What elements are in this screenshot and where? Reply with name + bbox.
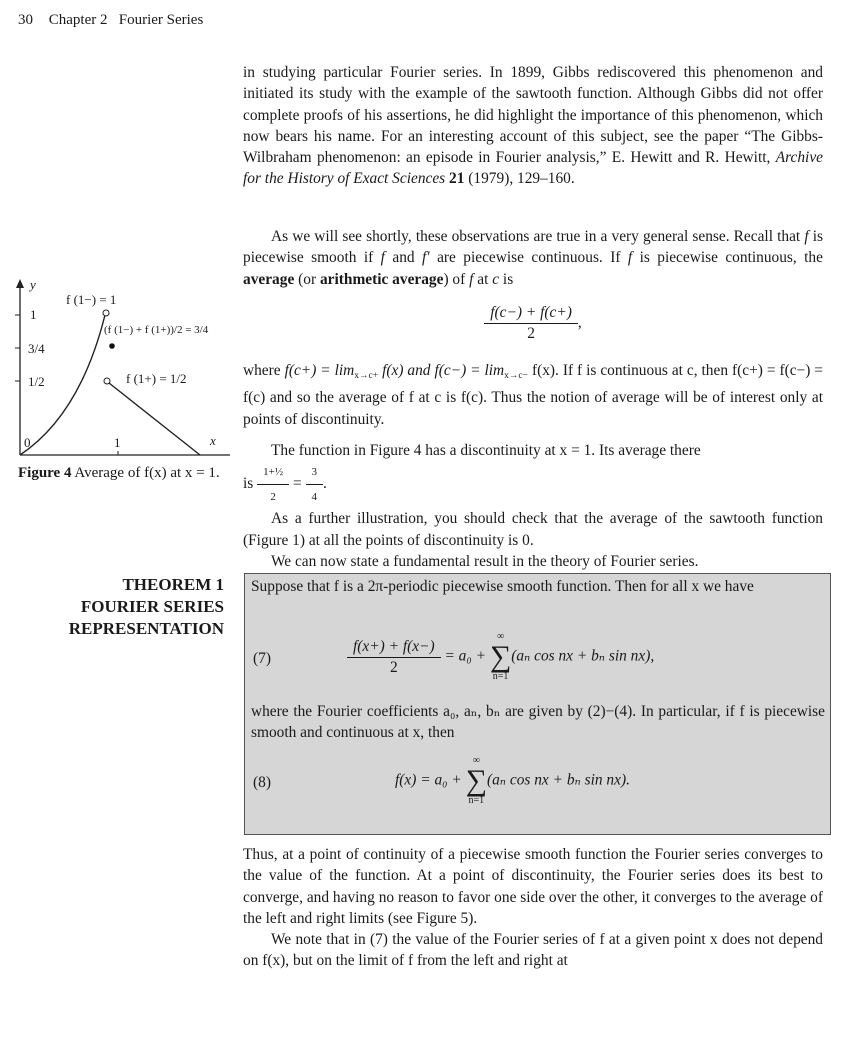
text-run: are piecewise continuous. If (437, 249, 621, 267)
paragraph-limits (243, 360, 823, 430)
text-run: at (477, 270, 489, 288)
eq7-rhs: (aₙ cos nx + bₙ sin nx), (511, 647, 655, 665)
y-axis-label: y (30, 277, 36, 292)
text-run: We note that in (7) the value of the Fourier series of f at a given point x does not depend on f(x), but on the limit of f from the left and right at (243, 931, 823, 970)
eq7-denominator: 2 (389, 658, 398, 676)
journal-volume: 21 (449, 170, 465, 188)
equation-8-number: (8) (253, 774, 271, 791)
x-tick-1: 1 (114, 435, 121, 450)
journal-tail: (1979), 129–160. (468, 170, 575, 188)
figure-4-plot (0, 275, 240, 465)
paragraph-text: in studying particular Fourier series. In 1899, Gibbs rediscovered this phenomenon and initiated its study with the example of the sawtooth function. Although Gibbs did not offer complete proofs of his assertions, he did highlight the importance of this phenomenon, which now bears his name. For an interesting account of this subject, see the paper “The Gibbs-Wilbraham phenomenon: an episode in Fourier analysis,” E. Hewitt and R. Hewitt, (243, 64, 823, 167)
y-tick-1-2: 1/2 (28, 374, 45, 389)
running-header (18, 12, 203, 29)
theorem-heading (18, 574, 224, 640)
average-dot (109, 343, 115, 349)
text-run: As we will see shortly, these observations are true in a very general sense. Recall that (271, 228, 801, 245)
math-run: f(x) and f(c−) = lim (382, 362, 505, 379)
text-run: is piecewise continuous, the (639, 249, 823, 267)
theorem-title-line2: REPRESENTATION (68, 619, 224, 638)
fraction-denominator: 4 (311, 491, 317, 504)
y-tick-1: 1 (30, 307, 37, 322)
caption-label: Figure 4 (18, 465, 72, 481)
formula-denominator: 2 (527, 325, 535, 342)
label-left-limit: f (1−) = 1 (66, 292, 117, 307)
sum-upper: ∞ (496, 631, 505, 642)
label-average: (f (1−) + f (1+))/2 = 3/4 (104, 324, 209, 336)
text-run: f(x). If f is continuous at c, then f(c+) = f(c−) = f(c) and so the average of f at c is f(c). Thus the notion of average will be of interest only at points of discontinuity. (243, 362, 823, 428)
label-right-limit: f (1+) = 1/2 (126, 371, 187, 386)
sum-lower: n=1 (468, 795, 485, 806)
text-run: The function in Figure 4 has a discontinuity at x = 1. Its average there (271, 442, 701, 459)
chapter-label: Chapter 2 (48, 12, 108, 28)
math-subscript: x→c+ (354, 371, 379, 381)
fraction-numerator: 3 (306, 461, 324, 485)
text-run: As a further illustration, you should check that the average of the sawtooth function (Figure 1) at all the points of discontinuity is 0. (243, 510, 823, 549)
text-run: where (243, 362, 281, 379)
term-average: average (243, 270, 295, 288)
right-line (109, 383, 200, 455)
paragraph-average-def: As we will see shortly, these observations are true in a very general sense. Recall that f is piecewise smooth if f and f′ are piecewise continuous. If f is piecewise continuous, the average (or arithmetic average) of f at c is (243, 228, 823, 288)
section-label: Fourier Series (118, 12, 204, 28)
eq7-numerator: f(x+) + f(x−) (347, 638, 441, 658)
average-formula: $\frac{f(c-) + f(c+)}{2}$ , (243, 304, 823, 343)
caption-text: Average of f(x) at x = 1. (74, 465, 220, 481)
journal-title: Archive for the History of Exact Sciences (243, 149, 823, 188)
fraction-denominator: 2 (270, 491, 276, 504)
summation-symbol: ∞ ∑ n=1 (489, 631, 512, 682)
origin-label: 0 (24, 435, 31, 450)
sum-lower: n=1 (492, 671, 509, 682)
math-run: f(c+) = lim (284, 362, 355, 379)
theorem-middle-text: where the Fourier coefficients a₀, aₙ, bₙ are given by (2)−(4). In particular, if f is piecewise smooth and continuous at x, then (251, 703, 825, 741)
text-run: ) of (443, 270, 466, 288)
text-run: We can now state a fundamental result in the theory of Fourier series. (271, 552, 699, 570)
text-run: = (292, 475, 302, 493)
math-subscript: x→c− (504, 371, 528, 381)
y-axis-arrow (16, 279, 24, 288)
equation-8 (395, 756, 630, 806)
equation-7 (347, 632, 654, 682)
eq7-a0: = a₀ + (444, 647, 486, 665)
x-axis-label: x (210, 433, 216, 448)
summation-symbol: ∞ ∑ n=1 (465, 755, 487, 806)
theorem-intro: Suppose that f is a 2π-periodic piecewise smooth function. Then for all x we have (251, 578, 754, 595)
paragraph-gibbs (243, 62, 823, 190)
term-arithmetic-average: arithmetic average (319, 270, 444, 288)
text-run: Thus, at a point of continuity of a piecewise smooth function the Fourier series converges to the value of the function. At a point of discontinuity, the Fourier series does its best to converge, and having no reason to favor one side over the other, it converges to the average of the left and right limits (see Figure 5). (243, 846, 823, 927)
theorem-title-line1: FOURIER SERIES (80, 597, 224, 616)
paragraph-convergence (243, 844, 823, 972)
text-run: is (243, 475, 254, 493)
text-run: is piecewise smooth if (243, 228, 823, 267)
figure-caption (18, 463, 228, 483)
paragraph-figure4-average: The function in Figure 4 has a discontinuity at x = 1. Its average there is $\frac{\text{1+½}}{2}$ = $\frac{3}{4}$ . As a further illustration, you should check that the average of the sawtooth function (Figure 1) at all the points of discontinuity is 0. We can now state a fundamental result in the theory of Fourier series. (243, 440, 823, 572)
theorem-number: THEOREM 1 (122, 575, 224, 594)
text-run: (or (298, 270, 317, 288)
text-run: is (502, 270, 514, 288)
sum-upper: ∞ (472, 755, 480, 766)
theorem-box (244, 573, 831, 835)
y-tick-3-4: 3/4 (28, 341, 45, 356)
text-run: and (392, 249, 415, 267)
fraction-numerator: 1+½ (257, 461, 289, 485)
equation-7-number: (7) (253, 650, 271, 667)
open-circle-left-limit (103, 310, 109, 316)
page-number: 30 (18, 12, 33, 28)
eq8-lhs: f(x) = a₀ + (395, 771, 462, 789)
formula-numerator: f(c−) + f(c+) (484, 304, 578, 324)
eq8-rhs: (aₙ cos nx + bₙ sin nx). (486, 771, 630, 789)
